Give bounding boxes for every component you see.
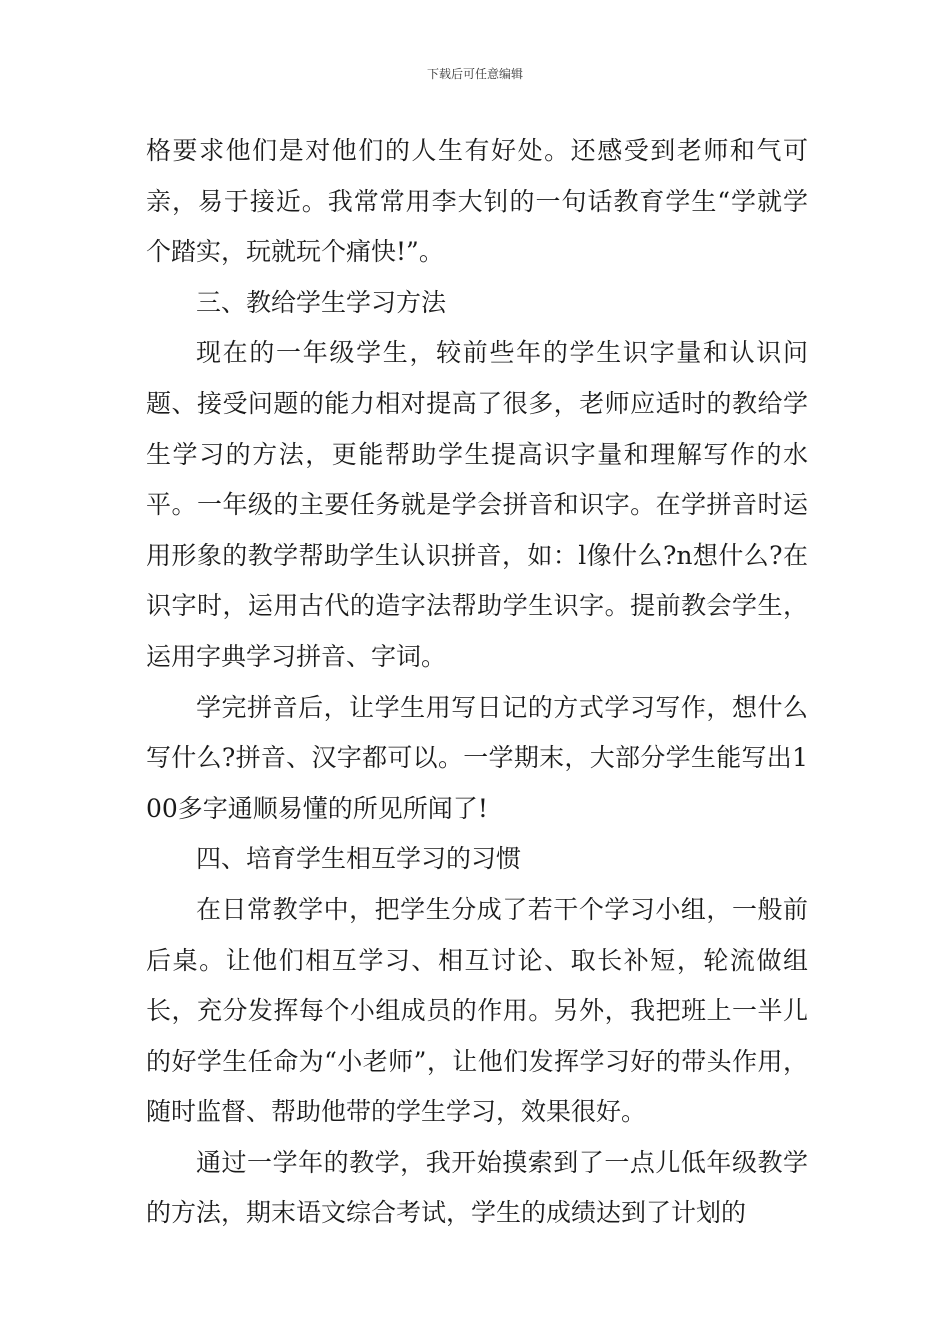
section-heading-3: 三、教给学生学习方法	[196, 287, 447, 317]
paragraph-1: 格要求他们是对他们的人生有好处。还感受到老师和气可亲，易于接近。我常常用李大钊的一句话教育学生“学就学个踏实，玩就玩个痛快!”。	[146, 136, 808, 267]
paragraph-5: 通过一学年的教学，我开始摸索到了一点儿低年级教学的方法，期末语文综合考试，学生的成绩达到了计划的	[146, 1147, 808, 1228]
page-header: 下载后可任意编辑	[426, 67, 523, 81]
section-heading-4: 四、培育学生相互学习的习惯	[196, 844, 522, 874]
document-body	[146, 126, 808, 1239]
paragraph-4: 在日常教学中，把学生分成了若干个学习小组，一般前后桌。让他们相互学习、相互讨论、取长补短，轮流做组长，充分发挥每个小组成员的作用。另外，我把班上一半儿的好学生任命为“小老师”，让他们发挥学习好的带头作用，随时监督、帮助他带的学生学习，效果很好。	[146, 894, 808, 1127]
paragraph-2: 现在的一年级学生，较前些年的学生识字量和认识问题、接受问题的能力相对提高了很多，老师应适时的教给学生学习的方法，更能帮助学生提高识字量和理解写作的水平。一年级的主要任务就是学会拼音和识字。在学拼音时运用形象的教学帮助学生认识拼音，如：l像什么?n想什么?在识字时，运用古代的造字法帮助学生识字。提前教会学生，运用字典学习拼音、字词。	[146, 338, 808, 671]
paragraph-3: 学完拼音后，让学生用写日记的方式学习写作，想什么写什么?拼音、汉字都可以。一学期末，大部分学生能写出100多字通顺易懂的所见所闻了!	[146, 692, 808, 823]
